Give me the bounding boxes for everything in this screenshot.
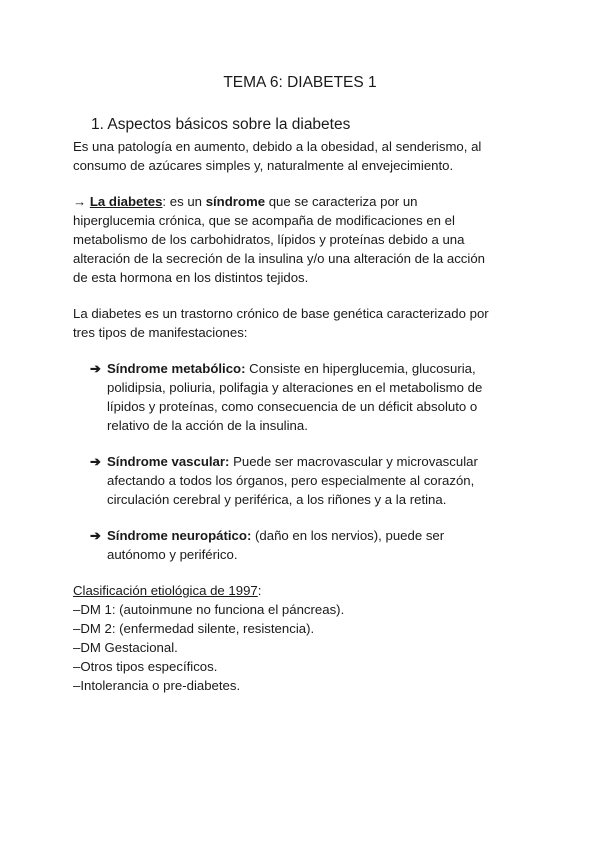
bullet-neuropathic — [90, 526, 530, 564]
chronic-paragraph — [73, 304, 553, 342]
chronic-line: La diabetes es un trastorno crónico de base genética caracterizado por — [73, 306, 489, 321]
definition-line: de esta hormona en los distintos tejidos. — [73, 270, 309, 285]
bullet-line: afectando a todos los órganos, pero especialmente al corazón, — [107, 473, 475, 488]
bullet-line: polidipsia, poliuria, polifagia y alteraciones en el metabolismo de — [107, 380, 483, 395]
definition-term: La diabetes — [89, 194, 163, 209]
document-title: TEMA 6: DIABETES 1 — [223, 74, 377, 91]
intro-line: Es una patología en aumento, debido a la obesidad, al senderismo, al — [73, 139, 482, 154]
definition-line: que se caracteriza por un — [265, 194, 418, 209]
arrow-bullet-icon: ➔ — [90, 454, 102, 469]
bullet-line: lípidos y proteínas, como consecuencia de un déficit absoluto o — [107, 399, 478, 414]
bullet-line: Consiste en hiperglucemia, glucosuria, — [245, 361, 476, 376]
bullet-line: (daño en los nervios), puede ser — [251, 528, 445, 543]
bullet-line: circulación cerebral y periférica, a los riñones y a la retina. — [107, 492, 447, 507]
list-item: –Intolerancia o pre-diabetes. — [73, 678, 241, 693]
list-item: –DM Gestacional. — [73, 640, 178, 655]
classification-list — [73, 600, 344, 695]
bullet-vascular — [90, 452, 530, 509]
bullet-line: autónomo y periférico. — [107, 547, 238, 562]
list-item: –Otros tipos específicos. — [73, 659, 218, 674]
chronic-line: tres tipos de manifestaciones: — [73, 325, 248, 340]
bullet-label: Síndrome vascular: — [107, 454, 230, 469]
classification-colon: : — [257, 583, 262, 598]
section-heading: 1. Aspectos básicos sobre la diabetes — [91, 116, 351, 133]
classification-title: Clasificación etiológica de 1997 — [73, 583, 258, 598]
right-arrow-icon: → — [73, 194, 87, 209]
arrow-bullet-icon: ➔ — [90, 361, 102, 376]
intro-line: consumo de azúcares simples y, naturalmente al envejecimiento. — [73, 158, 454, 173]
definition-line: metabolismo de los carbohidratos, lípidos y proteínas debido a una — [73, 232, 465, 247]
list-item: –DM 1: (autoinmune no funciona el páncreas). — [73, 602, 345, 617]
definition-paragraph — [73, 192, 553, 287]
bullet-line: Puede ser macrovascular y microvascular — [229, 454, 478, 469]
list-item: –DM 2: (enfermedad silente, resistencia). — [73, 621, 315, 636]
bullet-label: Síndrome metabólico: — [107, 361, 246, 376]
bullet-metabolic — [90, 359, 530, 435]
bullet-label: Síndrome neuropático: — [107, 528, 252, 543]
bullet-line: relativo de la acción de la insulina. — [107, 418, 308, 433]
arrow-bullet-icon: ➔ — [90, 528, 102, 543]
classification-heading — [73, 581, 553, 600]
intro-paragraph — [73, 137, 553, 175]
definition-sep: : es un — [162, 194, 206, 209]
definition-line: alteración de la secreción de la insulina y/o una alteración de la acción — [73, 251, 485, 266]
definition-line: hiperglucemia crónica, que se acompaña de modificaciones en el — [73, 213, 455, 228]
definition-bold-word: síndrome — [205, 194, 266, 209]
